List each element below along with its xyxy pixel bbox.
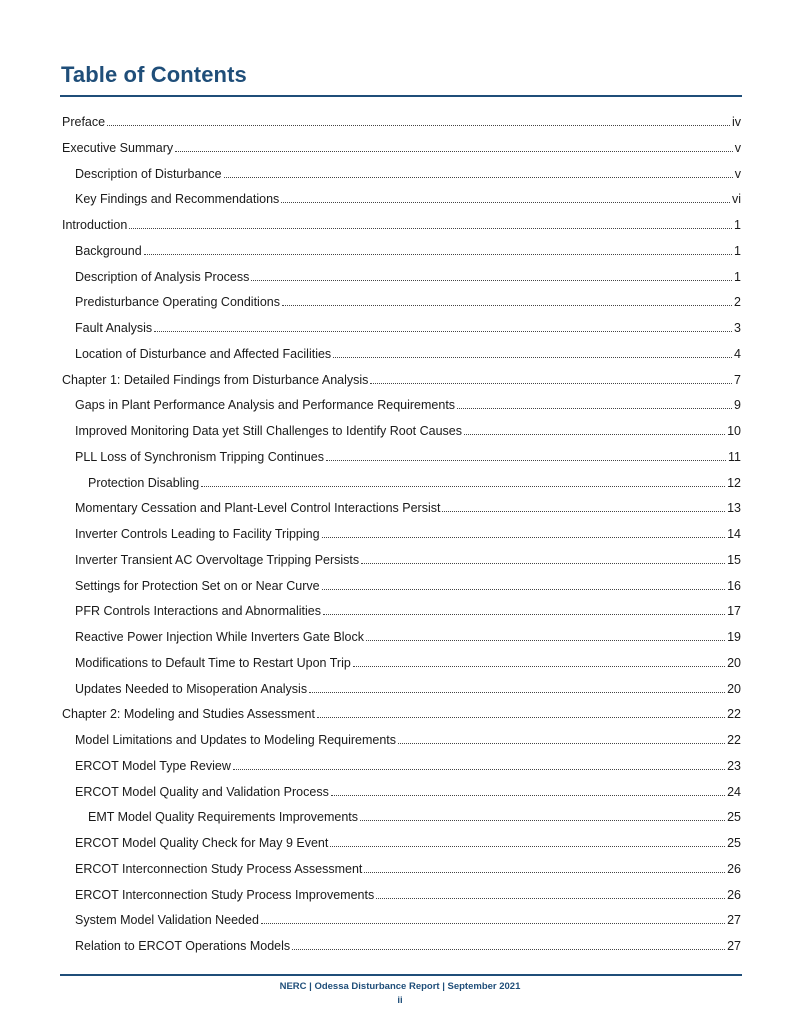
toc-entry-title: Improved Monitoring Data yet Still Challenges to Identify Root Causes [75,424,462,438]
toc-entry-title: Inverter Transient AC Overvoltage Tripping Persists [75,552,360,567]
toc-entry[interactable] [75,393,741,413]
toc-entry-title: Executive Summary [62,140,174,155]
toc-entry[interactable] [75,290,741,310]
toc-entry-page-number: 20 [727,655,741,670]
toc-dot-leader [398,743,725,744]
footer-text: NERC | Odessa Disturbance Report | September 2021 [279,981,521,992]
toc-dot-leader [331,795,725,796]
toc-dot-leader [129,228,732,229]
toc-entry-page-number: 23 [727,758,741,773]
toc-dot-leader [322,537,726,538]
toc-entry-page-number: 14 [727,527,741,541]
page-title: Table of Contents [61,62,247,87]
toc-entry-page-number: vi [731,192,741,207]
footer-divider [60,974,742,976]
toc-dot-leader [366,640,725,641]
toc-entry[interactable] [75,162,741,182]
toc-dot-leader [330,846,725,847]
toc-entry[interactable] [75,677,741,697]
toc-dot-leader [323,614,725,615]
toc-entry-page-number: 12 [727,475,741,490]
toc-entry[interactable] [62,136,741,156]
toc-entry-page-number: v [734,166,741,181]
toc-entry[interactable] [75,780,741,800]
toc-dot-leader [333,357,732,358]
toc-entry[interactable] [75,651,741,671]
toc-entry-page-number: 19 [727,630,741,644]
toc-entry-page-number: v [734,140,741,155]
toc-entry-page-number: iv [731,115,741,129]
toc-dot-leader [251,280,732,281]
toc-entry-page-number: 26 [727,861,741,876]
toc-entry-title: Settings for Protection Set on or Near Curve [75,578,320,593]
toc-entry-title: Momentary Cessation and Plant-Level Control Interactions Persist [75,501,441,516]
toc-entry-page-number: 27 [727,913,741,928]
toc-entry-title: Predisturbance Operating Conditions [75,295,280,310]
toc-dot-leader [360,820,725,821]
toc-entry[interactable] [75,599,741,619]
toc-entry-page-number: 16 [727,578,741,593]
toc-entry[interactable] [88,471,741,491]
toc-entry[interactable] [62,213,741,233]
toc-entry[interactable] [75,574,741,594]
toc-dot-leader [107,125,730,126]
toc-entry[interactable] [75,419,741,439]
toc-entry-page-number: 27 [727,939,741,953]
toc-entry-page-number: 1 [734,218,741,232]
footer-page-number: ii [397,995,403,1006]
toc-entry[interactable] [75,934,741,954]
toc-entry-page-number: 25 [727,810,741,825]
toc-entry-title: Background [75,243,142,258]
toc-entry-page-number: 1 [734,243,741,258]
toc-entry-title: System Model Validation Needed [75,913,259,928]
toc-entry-title: Relation to ERCOT Operations Models [75,939,291,953]
toc-dot-leader [317,717,725,718]
toc-entry[interactable] [75,316,741,336]
toc-entry-title: Fault Analysis [75,321,153,335]
toc-entry[interactable] [75,187,741,207]
toc-dot-leader [322,589,726,590]
toc-entry-page-number: 17 [727,604,741,619]
toc-entry-title: PLL Loss of Synchronism Tripping Continues [75,449,324,464]
toc-entry[interactable] [75,548,741,568]
toc-entry-page-number: 26 [727,887,741,902]
toc-dot-leader [361,563,725,564]
toc-dot-leader [309,692,725,693]
toc-entry-title: Inverter Controls Leading to Facility Tripping [75,527,320,541]
toc-entry-title: ERCOT Model Quality and Validation Process [75,784,329,799]
toc-entry-page-number: 7 [734,372,741,387]
toc-entry-page-number: 3 [734,321,741,335]
toc-entry-title: ERCOT Interconnection Study Process Improvements [75,887,375,902]
toc-entry-page-number: 20 [727,681,741,696]
toc-dot-leader [353,666,725,667]
toc-entry-title: PFR Controls Interactions and Abnormalities [75,604,321,619]
toc-entry[interactable] [75,342,741,362]
toc-entry-title: Protection Disabling [88,475,200,490]
toc-entry[interactable] [75,883,741,903]
toc-entry[interactable] [62,702,741,722]
toc-entry[interactable] [62,368,741,388]
toc-entry-title: EMT Model Quality Requirements Improvements [88,810,359,825]
toc-entry-page-number: 2 [734,295,741,310]
toc-entry-page-number: 15 [727,552,741,567]
toc-entry[interactable] [75,625,741,645]
toc-entry-page-number: 22 [727,733,741,747]
toc-dot-leader [154,331,732,332]
toc-entry-title: Modifications to Default Time to Restart Upon Trip [75,655,351,670]
toc-entry[interactable] [88,805,741,825]
toc-entry-page-number: 11 [728,449,741,464]
toc-entry-page-number: 13 [727,501,741,516]
toc-entry[interactable] [75,728,741,748]
toc-entry-title: Introduction [62,218,128,232]
toc-entry-title: ERCOT Model Type Review [75,758,231,773]
toc-entry-page-number: 22 [727,707,741,722]
toc-dot-leader [376,898,725,899]
toc-entry-title: Updates Needed to Misoperation Analysis [75,681,308,696]
toc-entry-title: ERCOT Interconnection Study Process Assessment [75,861,363,876]
toc-entry[interactable] [75,265,741,285]
toc-dot-leader [144,254,732,255]
toc-entry-title: Reactive Power Injection While Inverters Gate Block [75,630,365,644]
toc-entry-title: Chapter 2: Modeling and Studies Assessment [62,707,315,722]
toc-entry[interactable] [75,239,741,259]
toc-dot-leader [464,434,725,435]
toc-dot-leader [370,383,732,384]
toc-entry-title: Location of Disturbance and Affected Facilities [75,346,332,361]
toc-entry-title: Description of Analysis Process [75,269,250,284]
toc-dot-leader [233,769,725,770]
toc-dot-leader [282,305,732,306]
toc-entry-page-number: 1 [734,269,741,284]
toc-dot-leader [292,949,725,950]
toc-entry-title: Preface [62,115,106,129]
toc-dot-leader [201,486,725,487]
toc-dot-leader [457,408,732,409]
toc-entry[interactable] [75,857,741,877]
toc-dot-leader [442,511,725,512]
toc-entry[interactable] [75,908,741,928]
toc-dot-leader [364,872,725,873]
toc-entry-page-number: 9 [734,398,741,413]
toc-dot-leader [224,177,733,178]
toc-entry[interactable] [75,831,741,851]
toc-entry-title: Description of Disturbance [75,166,222,181]
title-divider [60,95,742,97]
toc-dot-leader [326,460,726,461]
toc-entry-title: Key Findings and Recommendations [75,192,280,207]
toc-dot-leader [175,151,733,152]
toc-dot-leader [281,202,730,203]
toc-entry-title: Chapter 1: Detailed Findings from Disturbance Analysis [62,372,369,387]
toc-entry-title: ERCOT Model Quality Check for May 9 Event [75,836,329,850]
toc-entry-page-number: 24 [727,784,741,799]
toc-entry-page-number: 25 [727,836,741,850]
toc-entry[interactable] [62,110,741,130]
toc-entry[interactable] [75,496,741,516]
toc-entry[interactable] [75,522,741,542]
toc-entry-title: Gaps in Plant Performance Analysis and Performance Requirements [75,398,456,413]
toc-dot-leader [261,923,725,924]
toc-entry-title: Model Limitations and Updates to Modeling Requirements [75,733,397,747]
toc-entry[interactable] [75,445,741,465]
toc-entry-page-number: 4 [734,346,741,361]
toc-entry-page-number: 10 [727,424,741,438]
toc-entry[interactable] [75,754,741,774]
